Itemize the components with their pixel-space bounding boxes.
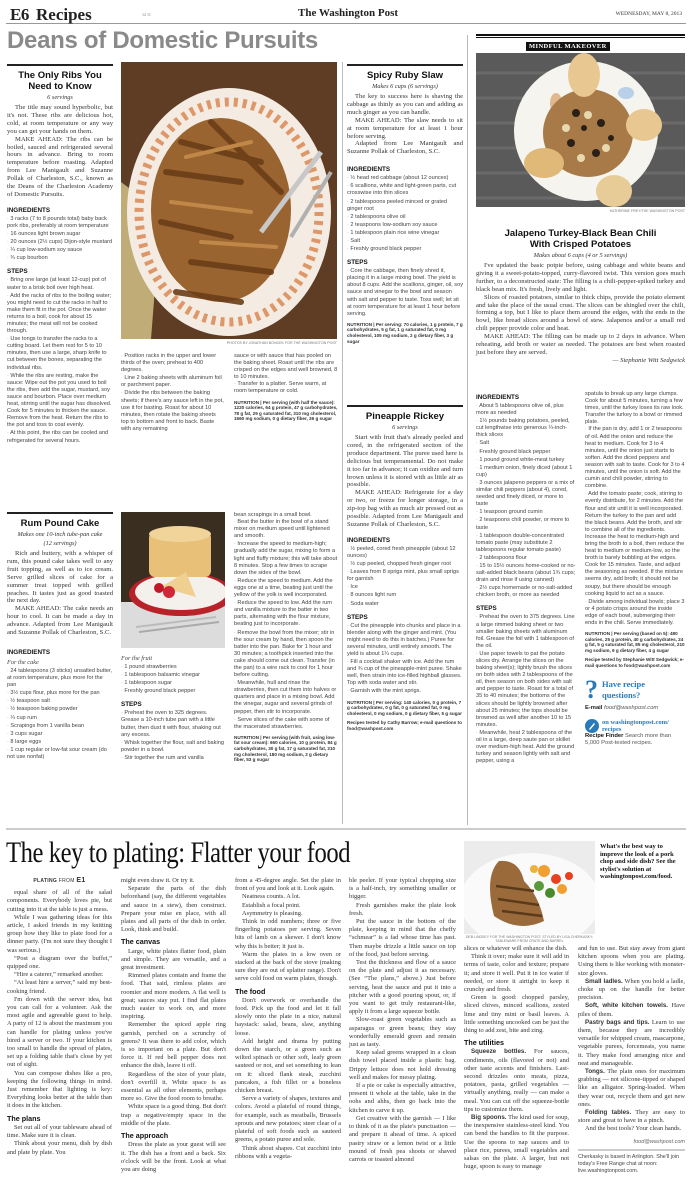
steps-heading: STEPS [476,605,497,613]
ingredient: · 2 tablespoons flour [476,555,576,562]
ingredient: · ¼ cup low-sodium soy sauce [7,247,113,254]
pound-cake-image [121,512,225,648]
chili-bowl-image [476,53,685,207]
fruit-subhead: For the fruit [121,655,153,662]
author-bio: Cherkasky is based in Arlington. She'll join today's Free Range chat at noon: live.washingtonpost.com. [578,1153,680,1174]
author-email[interactable]: food@washpost.com [578,1138,685,1151]
ribs-header [7,64,113,101]
run-in-head: Folding tables. [585,1109,632,1117]
story-text [121,877,226,1174]
step: · Core the cabbage, then finely shred it, placing it in a large mixing bowl. The yield is about 8 cups. Add the scallions, ginger, oil, soy sauce and vinegar to the bowl and season with salt and pepper to taste. Toss well; let sit at room temperature for at least 1 hour before serving. [347,268,463,318]
photo-credit: PHOTOS BY JONATHAN BONCEK FOR THE WASHINGTON POST [226,341,337,345]
step: · Remove the bowl from the mixer; stir in the sour cream by hand, then spoon the batter into the pan. Bake for 1 hour and 30 minutes; a toothpick inserted into the cake should come out clean. Transfer (in the pan) to a wire rack to cool for 1 hour before cutting. [234,630,338,680]
tested-by: Recipes tested by Cathy Barrow; e-mail questions to food@washpost.com [347,720,462,731]
ingredient: · 2 teaspoons chili powder, or more to taste [476,517,576,531]
ribs-steps-continued [121,353,225,434]
questions-heading [602,679,645,701]
recipe-title: Rum Pound Cake [20,518,100,529]
cake-recipe [7,512,113,762]
run-in-head: Pastry bags and tips. [585,1018,650,1026]
chili-steps-column [585,391,685,747]
paragraph: slices or whatever will enhance the dish. [464,945,568,952]
ingredient: · Soda water [347,601,463,608]
ingredients-list [347,546,463,608]
recipe-yield: 6 servings [392,424,418,431]
ingredients-heading: INGREDIENTS [7,648,51,656]
intro-paragraph: The key to success here is shaving the cabbage as thinly as you can and adding as much ginger as you can handle. [347,93,463,116]
questions-heading-line: Have recipe [602,678,646,689]
step: · Bring one large (at least 12-cup) pot of water to a brisk boil over high heat. [7,277,113,291]
steps-list [234,519,338,731]
email-line [585,705,685,711]
step: · While the ribs are resting, make the sauce: Wipe out the pot you used to boil the ribs, then add the sugar, mustard, soy sauce and bourbon. Place over medium heat, stirring until the sugar has dissolved. Cook for 5 minutes to thicken the sauce. Remove from the heat. Return the ribs to the pot and toss to coat evenly. [7,373,113,430]
jump-label: PLATING [33,878,58,884]
steps-heading: STEPS [347,613,368,621]
ingredients-list [7,668,113,761]
paragraph: Rimmed plates contain and frame the food. That said, rimless plates are roomier and more modern. A flat well is great; sauces stay put. I find flat plates much easier to work on, and more inspiring. [121,972,226,1021]
story-text [235,877,341,1161]
steps-list [585,426,685,627]
paragraph: and fun to use. But stay away from giant kitchen spoons when you are plating. Using them is like working with monster-size gloves. [578,945,685,977]
email-link[interactable]: food@washpost.com [604,704,659,711]
ingredient: · 1 tablespoon double-concentrated tomato paste (may substitute 2 tablespoons regular tomato paste) [476,533,576,554]
paragraph: Get creative with the garnish — I like to think of it as the plate's punctuation — and prepare it ahead of time. A spiced pastry straw or a lemon twist or a little mound of fresh pea shoots or shaved carrots or toasted almond [349,1114,456,1163]
intro-paragraph: Start with fruit that's already peeled and cored, in the refrigerated section of the produce department. The puree used here is delicious but temperamental. Do not make it too far in advance; it can oxidize and turn brown unless it is stored with as little air as possible. [347,434,463,489]
nutrition-info: NUTRITION | Per serving: 70 calories, 1 g protein, 7 g carbohydrates, 5 g fat, 1 g saturated fat, 0 mg cholesterol, 105 mg sodium, 2 g dietary fiber, 3 g sugar [347,321,463,344]
recipe-yield: Makes one 10-inch tube-pan cake [17,531,103,538]
run-in-head: Small ladles. [585,977,623,985]
ingredient: · 3 ounces jalapeno peppers or a mix of similar chili peppers (about 4), cored, seeded and finely diced, or more to taste [476,480,576,508]
recipe-finder-label[interactable]: Recipe Finder [585,732,624,739]
ingredients-heading: INGREDIENTS [7,206,51,214]
ingredient: · Leaves from 8 sprigs mint, plus small sprigs for garnish [347,569,463,583]
paragraph: Big spoons. The kind used for soup, the inexpensive stainless-steel kind. You can bend the handles to fit the purpose. Use the spoons to nap sauces and to place rice, purees, small vegetables and salsas on the plate. A larger, but not huge, spoon is easy to manage [464,1114,570,1171]
paragraph: Folding tables. They are easy to store and great to have in a pinch. [578,1109,685,1125]
rickey-recipe [347,405,463,732]
paragraph: Establish a focal point. [242,901,301,909]
step: · Stir together the rum and vanilla [121,755,225,762]
paragraph: “Hire a caterer,” remarked another. [14,971,104,979]
paragraph: While I was gathering ideas for this article, I asked friends in my knitting group how they like to plate food for a dinner party. (I'm not sure they thought I was serious.) [7,913,112,954]
run-in-head: Squeeze bottles. [471,1048,527,1056]
questions-heading-line: questions? [602,689,641,700]
paragraph: Set out all of your tableware ahead of time. Make sure it is clean. [7,1123,112,1140]
paragraph: Think it over; make sure it will add in terms of taste, color and texture; prepare it; and store it well. Put it in ice water if needed, or store it airtight to keep it crunchy and fresh. [464,953,569,994]
paragraph: Slow-roast green vegetables such as asparagus or green beans; they stay wonderfully emerald green and remain just as tasty. [349,1016,456,1049]
subhead: The canvas [121,937,161,947]
story-headline: The key to plating: Flatter your food [6,836,351,869]
step: · Divide the ribs between the baking sheets; if there's any sauce left in the pot, use it for basting. Roast for about 10 minutes, then rotate the baking sheets top to bottom and front to back. Baste with any remaining [121,390,225,433]
fruit-ingredients-list [121,664,225,695]
ribs-platter-image [121,62,337,339]
intro-paragraph: Slices of roasted potatoes, similar to thick chips, provide the potato element and take the place of the usual crust. The slices can be shingled over the chili, forming a top, but I like to place them around the edges, with the ends in the bowl, like bread slices around a bowl of stew. Jalapenos and/or a small red chili pepper provide color and heat. [476,293,685,333]
step: · Position racks in the upper and lower thirds of the oven; preheat to 400 degrees. [121,353,225,374]
paragraph: You can compose dishes like a pro, keeping the following things in mind. Just remember that lighting is key: Everything looks better at the table than it does in the kitchen. [7,1069,112,1110]
step: · Use paper towels to pat the potato slices dry. Arrange the slices on the baking sheet(s); lightly brush the slices on both sides with 2 tablespoons of the oil, then season on both sides with salt and pepper to taste. Roast for a total of 35 to 40 minutes; the bottoms of the slices should be lightly browned after about 25 minutes; the tops should be browned as well after another 10 to 15 minutes. [476,651,576,729]
section-name: Recipes [36,5,92,24]
ingredient: · ½ teaspoon baking powder [7,706,113,713]
recipe-intro [347,93,463,156]
subhead: The approach [121,1131,169,1141]
paragraph: Asymmetry is pleasing. [242,909,303,917]
steps-list [347,623,463,696]
story-column-3 [235,877,341,1161]
tested-by: Recipe tested by Stephanie Witt Sedgwick; e-mail questions to food@washpost.com [585,657,685,669]
mindful-makeover-rule [476,34,685,38]
step: · Serve slices of the cake with some of the macerated strawberries. [234,717,338,731]
story-text [464,945,569,1171]
ingredient: · 3½ cups flour, plus more for the pan [7,690,113,697]
section-divider [6,828,686,830]
recipe-questions-box [585,674,685,704]
ingredient: · Freshly ground black pepper [121,688,225,695]
paragraph: Pastry bags and tips. Learn to use them, because they are incredibly versatile for whipped cream, mascarpone, vegetable purees, forcemeats, you name it. They make food arranging nice and neat and manageable. [578,1018,685,1067]
section-headline: Deans of Domestic Pursuits [7,27,318,54]
paragraph: Don't overwork or overhandle the food. Pick up the food and let it fall slowly onto the plate in a nice, natural haystack: salad, beans, slaw, anything loose. [235,996,341,1037]
step: sauce or with sauce that has pooled on the baking sheet. Roast until the ribs are crisped on the edges and well browned, 8 to 10 minutes. [234,353,338,381]
ingredient: · 24 tablespoons (3 sticks) unsalted butter, at room temperature, plus more for the pan [7,668,113,689]
online-link-line: on washingtonpost.com/ [602,718,669,726]
step: · Line 2 baking sheets with aluminum foil or parchment paper. [121,375,225,389]
email-label: E-mail [585,704,603,711]
recipe-title: Pineapple Rickey [365,411,445,422]
step: · Reduce the speed to medium. Add the eggs one at a time, beating just until the yellow of the yolk is well incorporated. [234,578,338,599]
paragraph: Serve a variety of shapes, textures and colors. Avoid a plateful of round things, for example, such as meatballs, Brussels sprouts and new potatoes; steer clear of a plateful of soft foods such as sauteed greens, a potato puree and sole. [235,1095,341,1144]
paragraph: Separate the parts of the dish beforehand (say, the different vegetables and sauce in a stew), then construct. Prepare your mise en place, with all plates and all parts of the dish in order. Look, think and build. [121,885,226,934]
ingredient: · 6 scallions, white and light-green parts, cut crosswise into thin slices [347,183,463,197]
ingredients-heading: INGREDIENTS [347,166,391,174]
step: · Fill a cocktail shaker with ice. Add the rum and ¾ cup of the pineapple-mint puree. Shake well, then strain into ice-filled highball glasses. Top with soda water and stir. [347,659,463,687]
ribs-photo [121,62,337,339]
recipe-finder-text [585,733,685,747]
ingredients-heading: INGREDIENTS [347,536,391,544]
story-column-6 [578,945,685,1175]
steps-list [121,710,225,762]
page-number: E6 [10,5,29,24]
step: · Meanwhile, heat 2 tablespoons of the oil in a large, deep saute pan or skillet over medium-high heat. Add the ground turkey and season lightly with salt and pepper, using a [476,730,576,765]
ingredient: · Freshly ground black pepper [347,246,463,253]
ingredient: · 15 to 15½ ounces home-cooked or no-salt-added black beans (about 1¾ cups; drain and rinse if using canned) [476,563,576,584]
nutrition-info: NUTRITION | Per serving (with fruit, using low-fat sour cream): 660 calories, 10 g protein, 84 g carbohydrates, 30 g fat, 17 g saturated fat, 210 mg cholesterol, 180 mg sodium, 2 g dietary fiber, 53 g sugar [234,734,337,763]
newspaper-logo: The Washington Post [298,7,399,19]
ingredient: · Salt [347,238,463,245]
nutrition-info: NUTRITION | Per serving: 140 calories, 0 g protein, 7 g carbohydrates, 0 g fat, 0 g saturated fat, 0 mg cholesterol, 0 mg sodium, 0 g dietary fiber, 5 g sugar [347,699,462,716]
steps-heading: STEPS [121,701,142,709]
masthead [6,2,686,24]
paragraph: Think about shapes. Cut zucchini into ribbons with a vegeta- [235,1144,341,1160]
issue-date: WEDNESDAY, MAY 8, 2013 [615,11,682,17]
story-column-1 [7,877,112,1157]
step: bean scrapings in a small bowl. [234,512,312,518]
ingredient: · 2 tablespoons olive oil [347,214,463,221]
ingredient: · ¼ cup rum [7,715,113,722]
ingredient: · 3 racks (7 to 8 pounds total) baby back pork ribs, preferably at room temperature [7,216,113,230]
steps-list [347,268,463,318]
paragraph: might even draw it. Or try it. [121,877,195,884]
step: · Beat the butter in the bowl of a stand mixer on medium speed until lightened and smooth. [234,519,338,540]
chili-ingredients-column [476,388,576,766]
page-refs: 12 11 [142,12,151,17]
question-mark-icon: ? [585,674,598,704]
paragraph: Large, white plates flatter food, plain and simple. They are versatile, and a great investment. [121,947,226,972]
ingredient: · Salt [476,440,576,447]
recipe-intro [7,550,113,637]
ingredient: · 1 tablespoon plain rice wine vinegar [347,230,463,237]
step: · Meanwhile, hull and rinse the strawberries, then cut them into halves or quarters and place in a mixing bowl. Add the vinegar, sugar and several grinds of pepper, then stir to incorporate. [234,680,338,715]
recipe-title: Jalapeno Turkey-Black Bean Chili With Crisped Potatoes [504,228,657,250]
online-link-line: recipes [602,725,622,733]
paragraph: Keep salad greens wrapped in a clean dish towel placed inside a plastic bag. Drippy lettuce does not hold dressing well and makes for messy plating. [349,1049,456,1081]
intro-paragraph: MAKE AHEAD: The filling can be made up to 2 days in advance. When reheating, add broth or water as needed. The potatoes are best when roasted just before they are served. [476,333,685,356]
ingredient: · 1½ pounds baking potatoes, peeled, cut lengthwise into generous ¼-inch-thick slices [476,418,576,439]
ingredient: · ¾ cup bourbon [7,255,113,262]
chili-recipe-intro [476,228,685,365]
ingredient: · 1 teaspoon ground cumin [476,509,576,516]
step: spatula to break up any large clumps. Cook for about 5 minutes, turning a few times, until the turkey loses its raw look. Transfer the turkey to a bowl or rimmed plate. [585,391,684,426]
cake-fruit-column [121,652,225,763]
paragraph: If a pie or cake is especially attractive, present it whole at the table, take in the oohs and ahhs, then go back into the kitchen to carve it up. [349,1082,456,1114]
mindful-makeover-label: MINDFUL MAKEOVER [526,42,610,51]
paragraph: Squeeze bottles. For sauces, condiments, oils (flavored or not) and other taste accents and finishers. Last-second drizzles onto meats, pizza, potatoes, pasta, grilled vegetables — virtually anything, really — can make a meal. You can cut off the squeeze-bottle tips to customize them. [464,1048,570,1113]
ingredient: · ½ peeled, cored fresh pineapple (about 12 ounces) [347,546,463,560]
paragraph: ble peeler. If your typical chopping size is a half-inch, try something smaller or bigger. [349,877,456,901]
step: · Preheat the oven to 325 degrees. Grease a 10-inch tube pan with a little butter, then dust it with flour, shaking out any excess. [121,710,225,738]
paragraph: Small ladles. When you hold a ladle, choke up on the handle for better precision. [578,977,685,1002]
step: · If the pan is dry, add 1 or 2 teaspoons of oil. Add the onion and reduce the heat to medium. Cook for 3 to 4 minutes, until the onion just starts to soften. Add the diced peppers and season with salt to taste. Cook for 3 to 4 minutes, until the onion is soft. Add the cumin and chili powder, stirring to combine. [585,426,685,490]
chili-photo [476,53,685,207]
online-promo-text[interactable]: What's the best way to improve the look of a pork chop and side dish? See the stylist's solution at washingtonpost.com/food. [600,843,676,881]
online-link[interactable] [602,719,669,733]
ribs-recipe [7,64,113,446]
ingredient: · 8 large eggs [7,739,113,746]
photo-credit: KATHERINE FREY/THE WASHINGTON POST [609,209,685,213]
slaw-recipe [347,64,463,344]
step: · Preheat the oven to 375 degrees. Line a large rimmed baking sheet or two smaller baking sheets with aluminum foil. Grease the foil with 1 tablespoon of the oil. [476,614,576,649]
intro-paragraph: MAKE AHEAD: The cake needs an hour to cool. It can be made a day in advance. Adapted from Lee Manigault and Suzanne Pollak of Charleston, S.C. [7,605,113,637]
paragraph: Put the sauce in the bottom of the plate, keeping in mind that the cheffy “schmear” is a fad whose time has past. Then maybe drizzle a little sauce on top of the food, just before serving. [349,918,456,958]
ingredient: · 1 medium onion, finely diced (about 1 cup) [476,465,576,479]
recipe-title: Spicy Ruby Slaw [366,70,444,81]
steps-list [476,614,576,765]
ingredient: · ½ cup peeled, chopped fresh ginger root [347,561,463,568]
story-column-4 [349,877,456,1164]
rocket-icon [585,719,599,733]
nutrition-info: NUTRITION | Per serving (with half the sauce): 1220 calories, 64 g protein, 47 g carbohydrates, 78 g fat, 29 g saturated fat, 310 mg cholesterol, 1660 mg sodium, 0 g dietary fiber, 36 g sugar [234,399,338,422]
step: · Add the racks of ribs to the boiling water; you might need to cut the racks in half to make them fit in the pot. Once the water returns to a boil, cook for about 15 minutes; the meat will not be cooked through. [7,293,113,336]
online-promo [585,719,685,733]
ingredient: · 8 ounces light rum [347,592,463,599]
paragraph: White space is a good thing. But don't trap a negative/empty space in the middle of the plate. [121,1103,226,1127]
ingredient: · 1 tablespoon sugar [121,680,225,687]
ingredients-list [476,403,576,599]
recipe-finder-desc: Search more than 5,000 Post-tested recipes. [585,732,672,746]
step: · Garnish with the mint sprigs. [347,688,463,695]
ingredient: · 16 ounces light brown sugar [7,231,113,238]
ingredient: · Scrapings from 1 vanilla bean [7,723,113,730]
steps-list [7,277,113,444]
ingredient: · 2 tablespoons peeled minced or grated ginger root [347,199,463,213]
ribs-steps-end [234,353,338,422]
intro-paragraph: MAKE AHEAD: Refrigerate for a day or two, or freeze for longer storage, in a zip-top bag with as much air pressed out as possible. Adapted from Lee Manigault and Suzanne Pollak of Charleston, S.C. [347,489,463,528]
ingredients-list [7,216,113,263]
paragraph: Fresh garnishes make the plate look fresh. [349,901,456,917]
story-column-5 [464,945,569,1171]
column-divider [342,62,343,824]
subhead: The utilities [464,1038,504,1048]
paragraph: equal share of all of the salad components. Everybody loves pie, but cutting into it at the table is just a mess. [7,889,112,913]
paragraph: “At least hire a server,” said my best-cooking friend. [7,979,112,995]
cake-photo [121,512,225,648]
story-text [7,889,112,1157]
story-column-2 [121,877,226,1174]
ingredients-subhead: For the cake [7,658,39,666]
pork-chop-photo [464,841,595,934]
photo-credit: DEB LINDSEY FOR THE WASHINGTON POST; STYLED BY LISA CHERKASKY; TABLEWARE FROM CRATE AND BARREL [465,935,594,944]
ingredient: · Ice [347,584,463,591]
intro-paragraph: MAKE AHEAD: The slaw needs to sit at room temperature for at least 1 hour before serving. [347,116,463,140]
paragraph: “Post a diagram over the buffet,” quipped one. [7,954,112,971]
intro-paragraph: Rich and buttery, with a whisper of rum, this pound cake takes well to any fruit topping, as well as to ice cream. Serve grilled slices of cake for a summer treat topped with grilled peaches. It tastes just as good toasted the next day. [7,550,113,605]
intro-paragraph: I've updated the basic potpie before, using cabbage and white beans and giving it a sweet-potato-topped, curry-flavored twist. This version goes much further, to a deconstructed state: The filling is a chili-pepper-spiked turkey and black bean mix. It's fresh, lively and light. [476,262,685,293]
paragraph: Neatness counts. A lot. [242,893,301,901]
recipe-yield-servings: (12 servings) [43,540,77,547]
paragraph: from a 45-degree angle. Set the plate in front of you and look at it. Look again. [235,877,341,893]
recipe-intro [7,104,113,199]
story-text [349,877,456,1164]
step: · Use tongs to transfer the racks to a cutting board. Let them rest for 5 to 10 minutes, then use a large, sharp knife to cut between the bones, separating the individual ribs. [7,336,113,371]
step: · Add the tomato paste; cook, stirring to evenly distribute, for 2 minutes. Add the flour and stir until it is well incorporated. Return the turkey to the pan and add the black beans. Add the broth, and stir to combine all of the ingredients. Increase the heat to medium-high and bring the broth to a boil, then reduce the heat to medium or medium-low, so the broth is barely bubbling at the edges. Cook for 15 minutes. Taste, and adjust the seasoning as needed. If the mixture seems dry, add broth; it should not be soupy, but there should be enough cooking liquid to act as a sauce. [585,491,685,597]
byline: — Stephanie Witt Sedgwick [612,356,685,364]
step: · Reduce the speed to low. Add the rum and vanilla mixture to the batter in two parts, alternating with the flour mixture, beating just to incorporate. [234,600,338,628]
ingredient: · 2 teaspoons low-sodium soy sauce [347,222,463,229]
paragraph: Think about your menu, dish by dish and plate by plate. You [7,1140,112,1156]
ingredients-list [347,175,463,253]
step: · Divide among individual bowls; place 3 or 4 potato crisps around the inside edge of each bowl, submerging their ends in the chili. Serve immediately. [585,599,685,627]
intro-paragraph: MAKE AHEAD: The ribs can be boiled, sauced and refrigerated several hours in advance. Bring to room temperature before roasting. Adapted from Lee Manigault and Suzanne Pollak of Charleston, S.C., known as the Deans of the Charleston Academy of Domestic Pursuits. [7,135,113,198]
paragraph: And the best tools? Your clean hands. [585,1125,682,1133]
steps-heading: STEPS [347,259,368,267]
ingredient: · 1 pound ground white-meat turkey [476,457,576,464]
paragraph: Remember the spiced apple ring garnish, perched on a scrunchy of greens? It was there to add color, which is so important on a plate. But don't force it. If red bell pepper does not enhance the dish, leave it off. [121,1021,226,1070]
paragraph: Soft, white kitchen towels. Have piles of them. [578,1002,685,1018]
step: · Transfer to a platter. Serve warm, at room temperature or cold. [234,381,338,395]
cake-steps-continued [234,512,338,763]
steps-heading: STEPS [7,268,28,276]
ingredient: · About 5 tablespoons olive oil, plus more as needed [476,403,576,417]
paragraph: Green is good: chopped parsley, sliced chives, minced scallions, zested lime and tiny mint or basil leaves. A little something uncooked can be just the thing to add zest, bite and zing. [464,994,569,1035]
recipe-yield: Makes about 6 cups (4 or 5 servings) [533,252,628,259]
intro-paragraph: The title may sound hyperbolic, but it's not. These ribs are delicious hot, cold, at room temperature or any way you can get your hands on them. [7,104,113,135]
jump-line [7,877,112,885]
run-in-head: Soft, white kitchen towels. [585,1002,669,1010]
run-in-head: Tongs. [585,1068,605,1076]
nutrition-info: NUTRITION | Per serving (based on 5): 480 calories, 25 g protein, 40 g carbohydrates, 24 g fat, 5 g saturated fat, 85 mg cholesterol, 210 mg sodium, 9 g dietary fiber, 4 g sugar [585,631,685,653]
ingredient: · 3 cups sugar [7,731,113,738]
ingredient: · 1 tablespoon balsamic vinegar [121,672,225,679]
column-divider [467,35,468,825]
ingredient: · 20 ounces (2½ cups) Dijon-style mustard [7,239,113,246]
ingredient: · ½ head red cabbage (about 12 ounces) [347,175,463,182]
paragraph: Add height and drama by putting down the starch, or a green such as wilted spinach or other soft, leafy green sauteed or not, and set something to lean on it: sliced flank steak, zucchini pancakes, a fish fillet or a boneless chicken breast. [235,1037,341,1095]
jump-from: FROM [58,878,75,884]
intro-paragraph: Adapted from Lee Manigault and Suzanne Pollak of Charleston, S.C. [347,140,463,156]
step: · Increase the speed to medium-high; gradually add the sugar, mixing to form a light and fluffy mixture; this will take about 8 minutes. Stop a few times to scrape down the sides of the bowl. [234,541,338,576]
run-in-head: Big spoons. [471,1114,507,1122]
subhead: The food [235,986,266,996]
recipe-intro [347,434,463,529]
recipe-title: The Only Ribs You Need to Know [18,70,102,92]
ingredient: · ½ teaspoon salt [7,698,113,705]
ingredient: · 1 pound strawberries [121,664,225,671]
step: · Whisk together the flour, salt and baking powder in a bowl. [121,740,225,754]
ingredient: · 1 cup regular or low-fat sour cream (do not use nonfat) [7,747,113,761]
step: · At this point, the ribs can be cooled and refrigerated for several hours. [7,430,113,444]
recipe-yield: Makes 6 cups (6 servings) [372,83,438,90]
paragraph: Tongs. The plain ones for maximum grabbing — not silicone-tipped or shaped like an alligator. Spring-loaded. When they wear out, recycle them and get new ones. [578,1068,685,1108]
paragraph: Test the thickness and flow of a sauce on the plate and adjust it as necessary. (See “The plans,” above.) Just before serving, heat the sauce and put it into a pitcher with a good pouring spout, or, if you want to get truly restaurant-like, apply it from a large squeeze bottle. [349,959,456,1016]
paragraph: Dress the plate as your guest will see it. The dish has a front and a back. Six o'clock will be the front. Look at what you are doing [121,1141,226,1173]
recipe-yield: 6 servings [47,94,73,101]
subhead: The plans [7,1113,41,1123]
pork-chop-plate-image [464,841,595,934]
ingredients-heading: INGREDIENTS [476,394,520,401]
recipe-intro [476,262,685,357]
paragraph: Think in odd numbers; three or five fingerling potatoes per serving. Seven bits of lamb on a skewer. I don't know why this is better; it just is. [235,918,341,950]
ingredient: · Freshly ground black pepper [476,449,576,456]
step: · Cut the pineapple into chunks and place in a blender along with the ginger and mint. (You might need to do this in batches.) Puree for several minutes, until entirely smooth. The yield is about 1¼ cups. [347,623,463,658]
paragraph: Warm the plates in a low oven or stacked at the back of the stove (making sure they are out of splatter range). Don't serve cold food on warm plates, though. [235,950,341,983]
paragraph: Regardless of the size of your plate, don't overfill it. White space is as essential as all other elements, perhaps more so. Give the food room to breathe. [121,1070,226,1103]
story-text [578,945,685,1134]
ingredient: · 2½ cups homemade or no-salt-added chicken broth, or more as needed [476,585,576,599]
paragraph: I'm down with the server idea, but you can call for a volunteer. Ask the most agile and agreeable guest to help. A party of 12 is about the maximum you can handle for plating unless you've hired a server or two. If your kitchen is too small to handle the spread of plates, set up a folding table that's close by yet out of sight. [7,995,112,1069]
jump-page-link[interactable]: E1 [76,877,86,884]
